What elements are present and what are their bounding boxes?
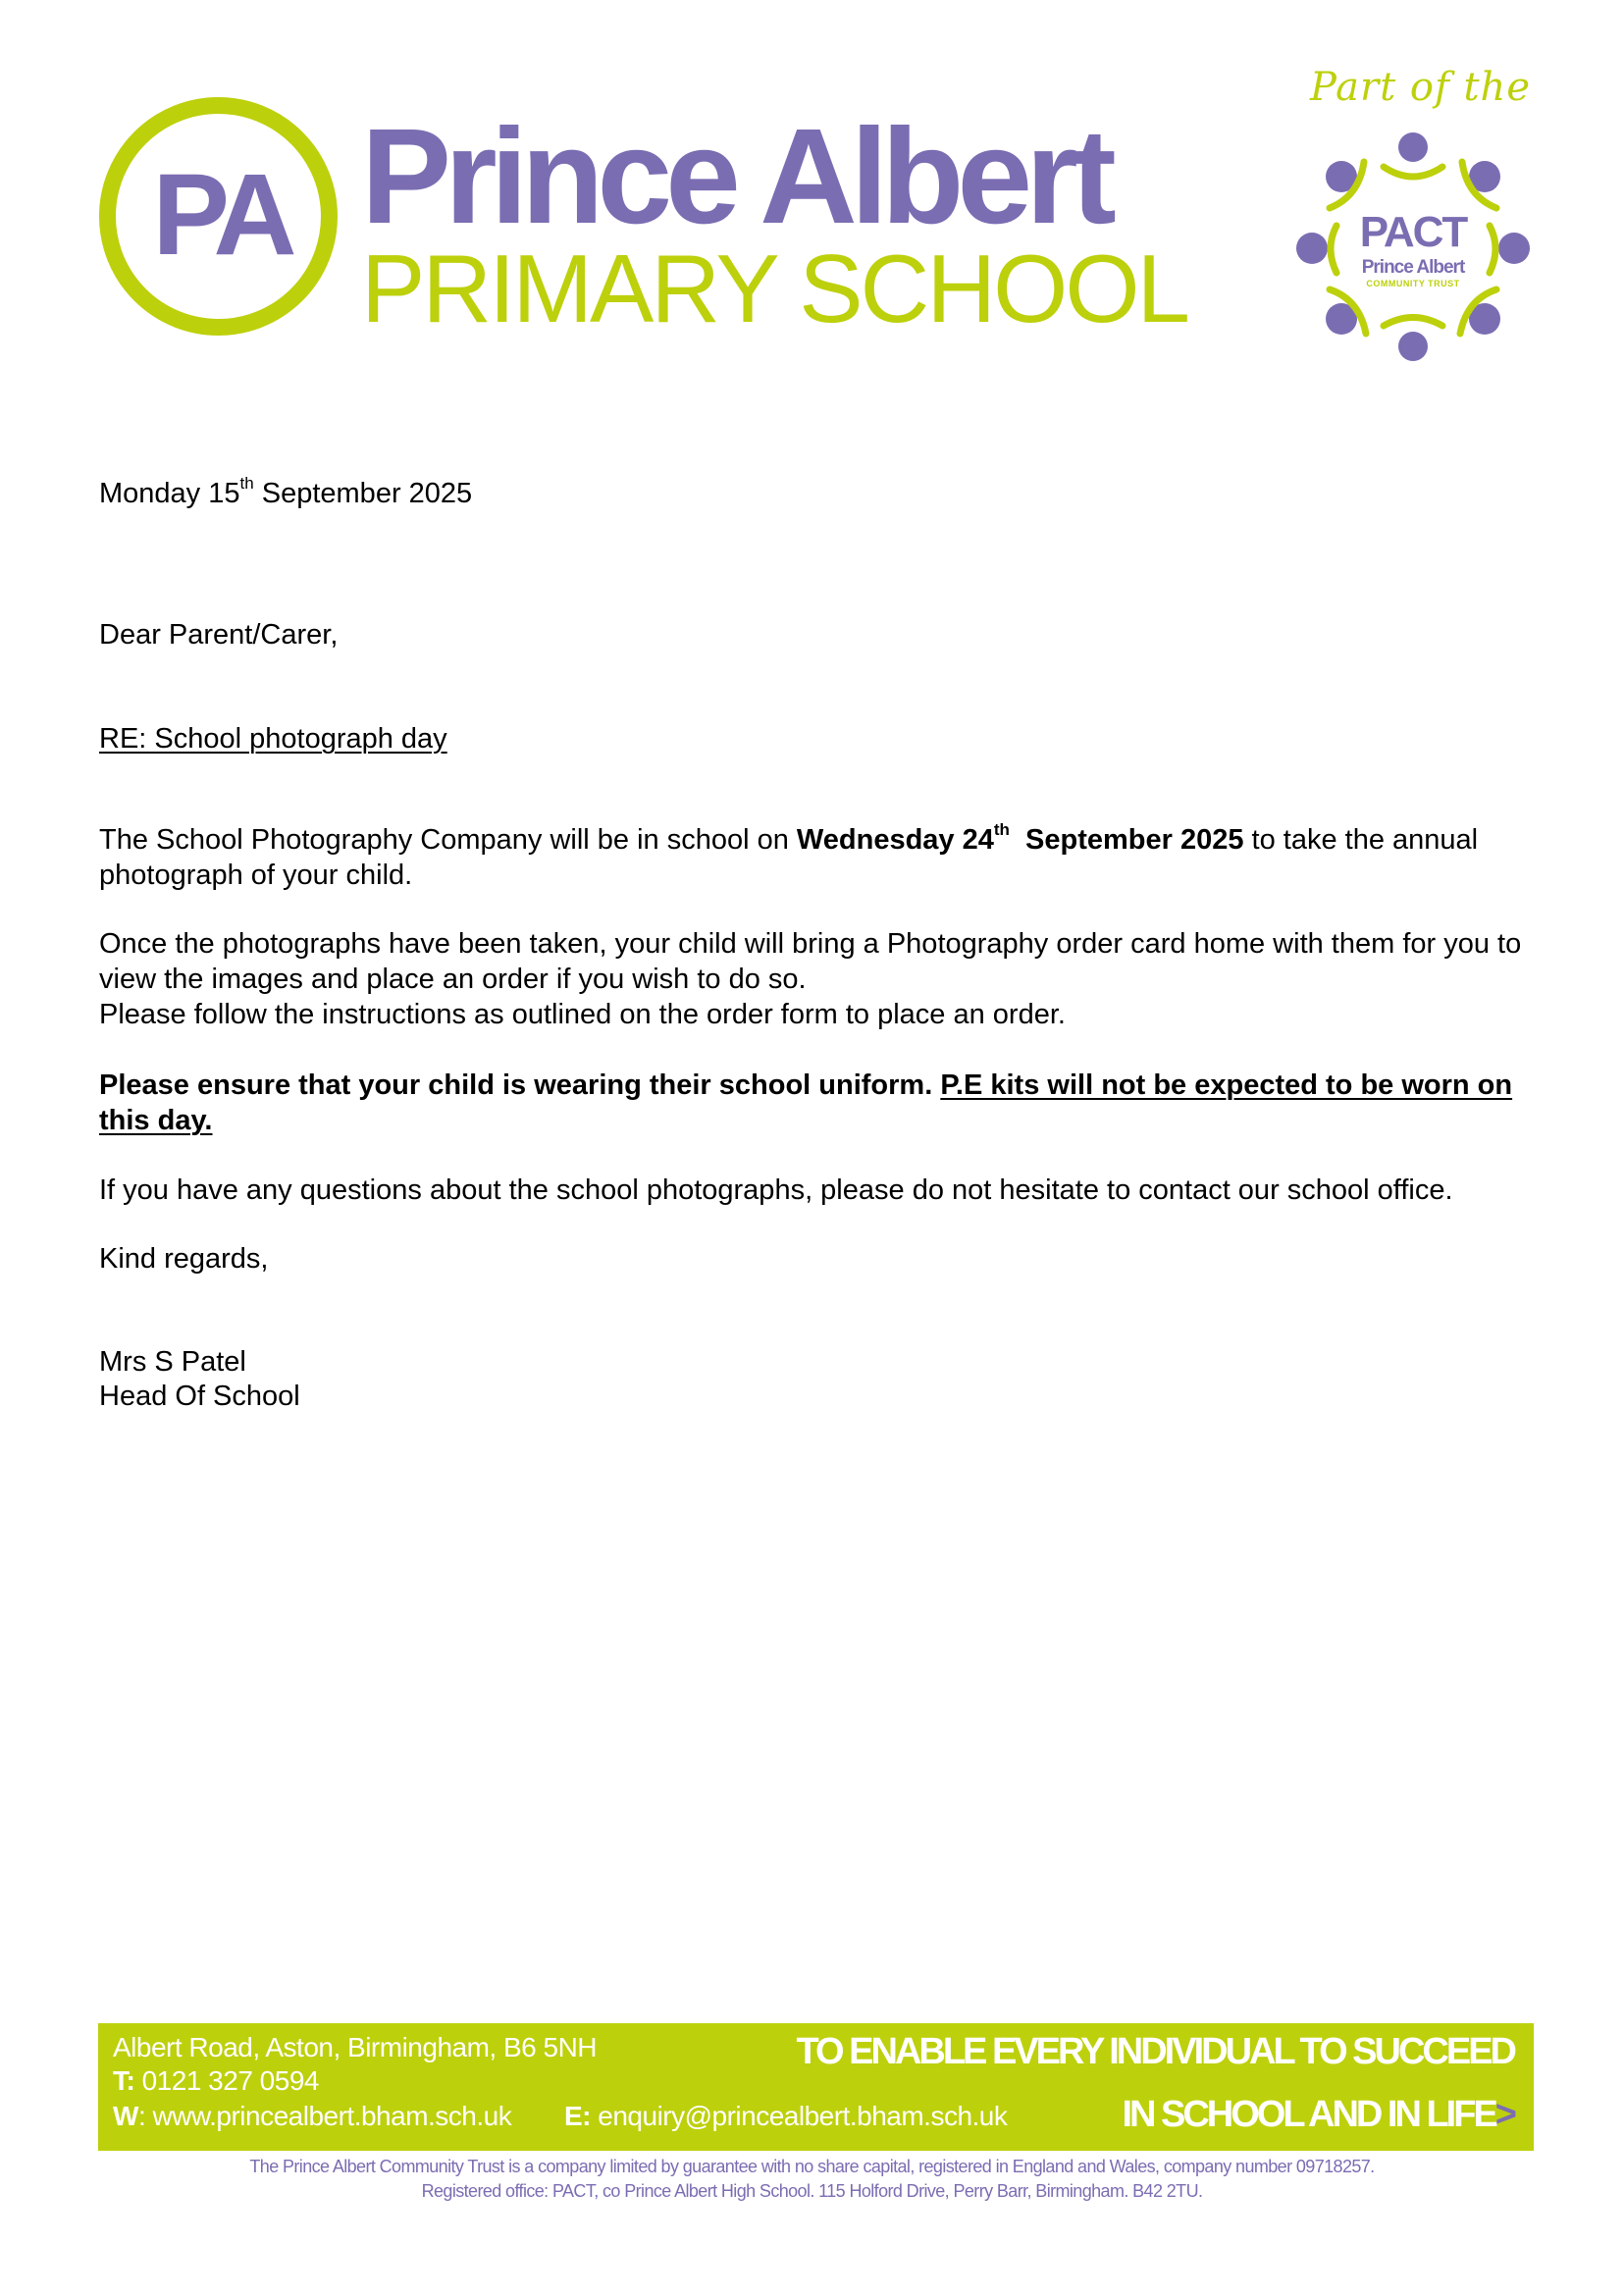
salutation: Dear Parent/Carer, bbox=[99, 619, 339, 651]
paragraph-questions: If you have any questions about the school photographs, please do not hesitate to contact our school office. bbox=[99, 1174, 1453, 1206]
footer-email[interactable]: E: enquiry@princealbert.bham.sch.uk bbox=[564, 2101, 1008, 2131]
slogan-line-2: IN SCHOOL AND IN LIFE> bbox=[1122, 2094, 1514, 2135]
school-type: PRIMARY SCHOOL bbox=[361, 235, 1188, 342]
paragraph-order-card: Once the photographs have been taken, your child will bring a Photography order card home with them for you to view the images and place an order if you wish to do so. Please follow the instructions as outlined on the order form to place an order. bbox=[99, 928, 1522, 1030]
legal-line-2: Registered office: PACT, co Prince Albert High School. 115 Holford Drive, Perry Barr, Birmingham. B42 2TU. bbox=[421, 2181, 1203, 2201]
trust-tagline: Part of the bbox=[1310, 65, 1531, 110]
paragraph-photo-date: The School Photography Company will be in school on Wednesday 24th September 2025 to take the annual photograph of your child. bbox=[99, 820, 1479, 891]
paragraph-uniform-notice: Please ensure that your child is wearing their school uniform. P.E kits will not be expected to be worn on this day. bbox=[99, 1069, 1513, 1136]
pact-subtitle: COMMUNITY TRUST bbox=[1366, 279, 1460, 288]
subject-line: RE: School photograph day bbox=[99, 723, 447, 755]
school-name: Prince Albert bbox=[361, 101, 1110, 252]
pa-logo-monogram: PA bbox=[152, 150, 289, 280]
letter-date: Monday 15th September 2025 bbox=[99, 474, 473, 509]
pact-name: Prince Albert bbox=[1361, 257, 1465, 278]
footer-address: Albert Road, Aston, Birmingham, B6 5NH bbox=[113, 2032, 598, 2062]
footer-phone: T: 0121 327 0594 bbox=[113, 2065, 319, 2096]
footer-contact-band bbox=[98, 2023, 1534, 2151]
signatory-name: Mrs S Patel bbox=[99, 1346, 246, 1378]
pact-acronym: PACT bbox=[1359, 208, 1467, 256]
closing: Kind regards, bbox=[99, 1243, 269, 1275]
chevron-right-icon: > bbox=[1494, 2094, 1514, 2135]
photo-date: Wednesday 24th September 2025 bbox=[796, 820, 1244, 856]
signatory-title: Head Of School bbox=[99, 1381, 300, 1412]
legal-line-1: The Prince Albert Community Trust is a company limited by guarantee with no share capital, registered in England and Wales, company number 09718257. bbox=[249, 2157, 1375, 2176]
slogan-line-1: TO ENABLE EVERY INDIVIDUAL TO SUCCEED bbox=[796, 2031, 1514, 2072]
pact-logo bbox=[1285, 118, 1541, 373]
pe-kit-notice: P.E kits will not be expected to be worn on this day. bbox=[99, 1069, 1513, 1136]
footer-website[interactable]: W: www.princealbert.bham.sch.uk bbox=[113, 2101, 512, 2131]
